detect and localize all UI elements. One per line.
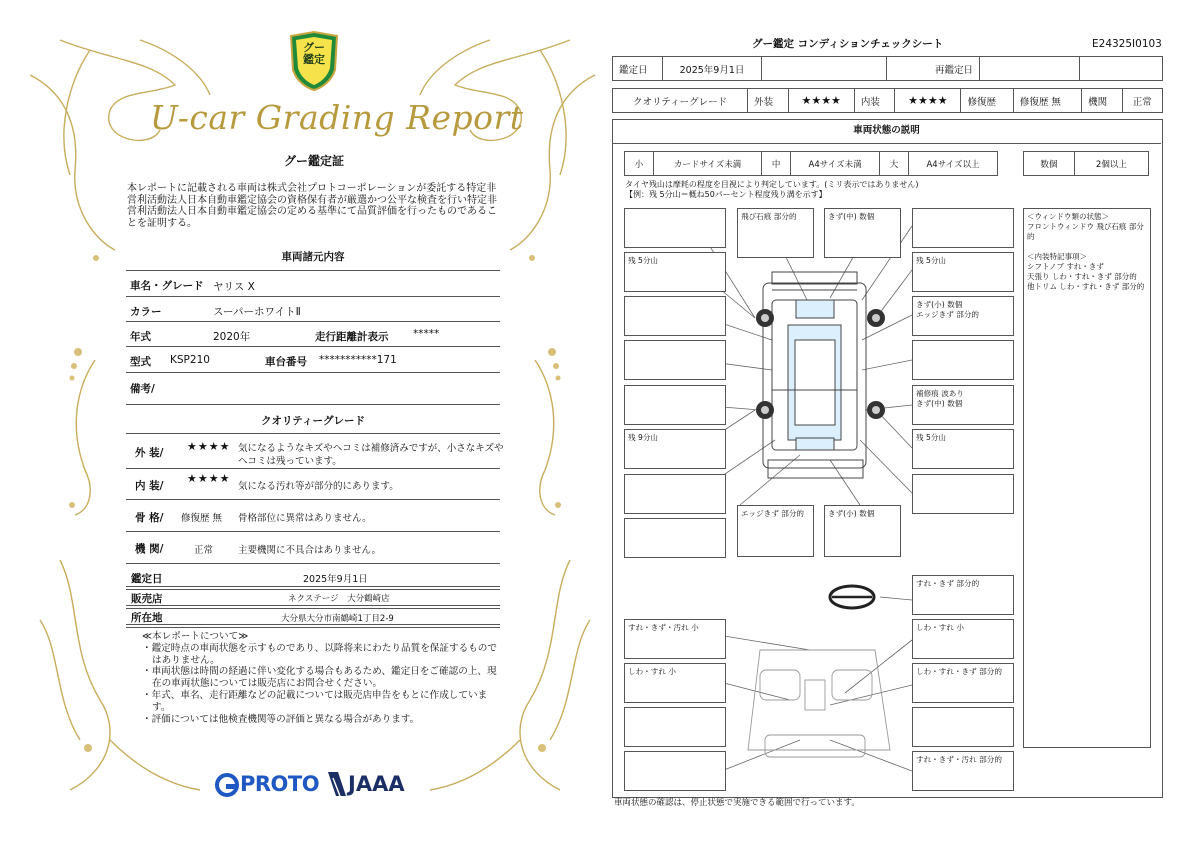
car-name-label: 車名・グレード [130, 280, 204, 292]
jaaa-logo-icon [326, 770, 348, 798]
diag-box-int-right-3 [912, 707, 1014, 747]
diag-box-int-left-1: すれ・きず・汚れ 小 [624, 619, 726, 659]
report-notes [142, 631, 502, 725]
car-name-value: ヤリス X [213, 281, 255, 293]
diag-box-int-left-2: しわ・すれ 小 [624, 663, 726, 703]
interior-comment: 気になる汚れ等が部分的にあります。 [238, 481, 399, 492]
engine-comment: 主要機関に不具合はありません。 [238, 545, 382, 556]
quality-title: クオリティーグレード [261, 415, 365, 427]
model-label: 型式 [130, 356, 151, 368]
certificate-intro: 本レポートに記載される車両は株式会社プロトコーポレーションが委託する特定非営利活動法人日本自動車鑑定協会の資格保有者が厳選かつ公平な検査を行い特定非営利活動法人日本自動車鑑定協会の定める基準にて品質評価を行ったものであることを証明する。 [127, 183, 497, 229]
engine-status: 正常 [194, 545, 214, 556]
note-item-1: ・鑑定時点の車両状態を示すものであり、以降将来にわたり品質を保証するものではありません。 [142, 642, 497, 666]
sheet-interior-stars: ★★★★ [895, 89, 961, 113]
appraisal-date-label: 鑑定日 [131, 573, 163, 585]
diag-box-left-3 [624, 296, 726, 336]
proto-brand: PROTO [240, 772, 320, 796]
diag-box-right-5: 補修痕 波あり きず(中) 数個 [912, 385, 1014, 425]
diag-box-right-7 [912, 474, 1014, 514]
frame-comment: 骨格部位に異常はありません。 [238, 513, 372, 524]
sheet-engine-value: 正常 [1122, 89, 1163, 113]
sheet-code: E24325I0103 [1092, 38, 1162, 50]
proto-logo-icon [214, 772, 240, 798]
address-value: 大分県大分市南鶴崎1丁目2-9 [281, 614, 394, 624]
diag-box-left-1 [624, 208, 726, 248]
exterior-comment-1: 気になるようなキズやヘコミは補修済みですが、小さなキズや [238, 443, 504, 454]
diag-box-steering: すれ・きず 部分的 [912, 575, 1014, 615]
diag-box-bottom-mid-right: きず(小) 数個 [824, 505, 901, 557]
address-label: 所在地 [131, 612, 163, 624]
year-label: 年式 [130, 331, 151, 343]
sheet-date-value: 2025年9月1日 [663, 57, 762, 81]
sheet-title: グー鑑定 コンディションチェックシート [752, 38, 944, 50]
exterior-label: 外 装/ [135, 447, 164, 459]
size-large-value: A4サイズ以上 [909, 152, 998, 176]
sheet-interior-label: 内装 [854, 89, 894, 113]
mileage-value: ***** [413, 328, 440, 340]
note-item-2: ・車両状態は時間の経過に伴い変化する場合もあるため、鑑定日をご確認の上、現在の車両状態については販売店にお問合せください。 [142, 666, 497, 690]
shop-label: 販売店 [131, 593, 163, 605]
mileage-label: 走行距離計表示 [315, 331, 389, 343]
logo-text: グー 鑑定 [303, 41, 325, 66]
chassis-label: 車台番号 [265, 356, 307, 368]
diag-box-int-right-1: しわ・すれ 小 [912, 619, 1014, 659]
diag-box-int-left-3 [624, 707, 726, 747]
year-value: 2020年 [213, 331, 251, 343]
remarks-label: 備考/ [130, 383, 155, 395]
vehicle-state-title: 車両状態の説明 [612, 119, 1161, 144]
diag-box-int-right-4: すれ・きず・汚れ 部分的 [912, 751, 1014, 791]
diag-box-right-6: 残 5分山 [912, 429, 1014, 469]
chassis-value: ***********171 [319, 354, 397, 366]
diag-box-left-6: 残 9分山 [624, 429, 726, 469]
diag-box-right-3: きず(小) 数個 エッジきず 部分的 [912, 296, 1014, 336]
diag-box-left-2: 残 5分山 [624, 252, 726, 292]
special-notes: ＜ウィンドウ類の状態＞ フロントウィンドウ 飛び石痕 部分的 ＜内装特記事項＞ シフトノブ すれ・きず 天張り しわ・すれ・きず 部分的 他トリム しわ・すれ・きず 部分的 [1027, 212, 1145, 291]
appraisal-date-value: 2025年9月1日 [303, 574, 368, 585]
frame-status: 修復歴 無 [181, 513, 223, 524]
size-mid-value: A4サイズ未満 [791, 152, 880, 176]
jaaa-brand: JAAA [348, 772, 405, 796]
exterior-comment-2: ヘコミは残っています。 [238, 456, 342, 467]
diag-box-top-mid-left: 飛び石痕 部分的 [737, 208, 814, 258]
notes-heading: ≪本レポートについて≫ [142, 631, 249, 642]
diag-box-int-right-2: しわ・すれ・きず 部分的 [912, 663, 1014, 703]
color-label: カラー [130, 306, 162, 318]
sheet-grade-label: クオリティーグレード [613, 89, 748, 113]
engine-label: 機 関/ [135, 543, 164, 555]
sheet-repair-label: 修復歴 [961, 89, 1013, 113]
reappraisal-label: 再鑑定日 [929, 57, 980, 81]
condition-check-sheet [600, 0, 1200, 848]
diag-box-top-mid-right: きず(中) 数個 [824, 208, 901, 258]
interior-label: 内 装/ [135, 480, 164, 492]
size-count-value: 2個以上 [1074, 152, 1148, 176]
size-large-label: 大 [880, 152, 909, 176]
diag-box-right-4 [912, 340, 1014, 380]
color-value: スーパーホワイトⅡ [213, 306, 301, 318]
sheet-date-label: 鑑定日 [613, 57, 663, 81]
diag-box-left-7 [624, 474, 726, 514]
special-notes-box [1023, 208, 1151, 748]
frame-label: 骨 格/ [135, 512, 164, 524]
diag-box-int-left-4 [624, 751, 726, 791]
diag-box-right-2: 残 5分山 [912, 252, 1014, 292]
sheet-engine-label: 機関 [1082, 89, 1122, 113]
size-count-label: 数個 [1024, 152, 1075, 176]
size-small-label: 小 [625, 152, 654, 176]
size-mid-label: 中 [762, 152, 791, 176]
diag-box-left-4 [624, 340, 726, 380]
diag-box-left-8 [624, 518, 726, 558]
sheet-exterior-label: 外装 [748, 89, 788, 113]
report-script-title: U-car Grading Report [150, 98, 524, 137]
diag-box-bottom-mid-left: エッジきず 部分的 [737, 505, 814, 557]
note-item-3: ・年式、車名、走行距離などの記載については販売店申告をもとに作成しています。 [142, 689, 488, 713]
certificate-title: グー鑑定証 [283, 154, 344, 168]
sheet-exterior-stars: ★★★★ [788, 89, 854, 113]
note-item-4: ・評価については他検査機関等の評価と異なる場合があります。 [142, 713, 420, 725]
exterior-stars: ★★★★ [187, 440, 231, 453]
tire-note-2: 【例：残 5分山＝概ね50パーセント程度残り溝を示す】 [625, 190, 827, 199]
diag-box-left-5 [624, 385, 726, 425]
shop-value: ネクステージ 大分鶴崎店 [288, 594, 390, 604]
interior-stars: ★★★★ [187, 472, 231, 485]
sheet-footer: 車両状態の確認は、停止状態で実施できる範囲で行っています。 [614, 798, 860, 808]
diag-box-right-1 [912, 208, 1014, 248]
model-value: KSP210 [170, 354, 210, 366]
specs-title: 車両諸元内容 [281, 251, 345, 263]
sheet-repair-value: 修復歴 無 [1013, 89, 1081, 113]
size-small-value: カードサイズ未満 [653, 152, 761, 176]
tire-note-1: タイヤ残山は摩耗の程度を目視により判定しています。(ミリ表示ではありません) [625, 180, 919, 189]
